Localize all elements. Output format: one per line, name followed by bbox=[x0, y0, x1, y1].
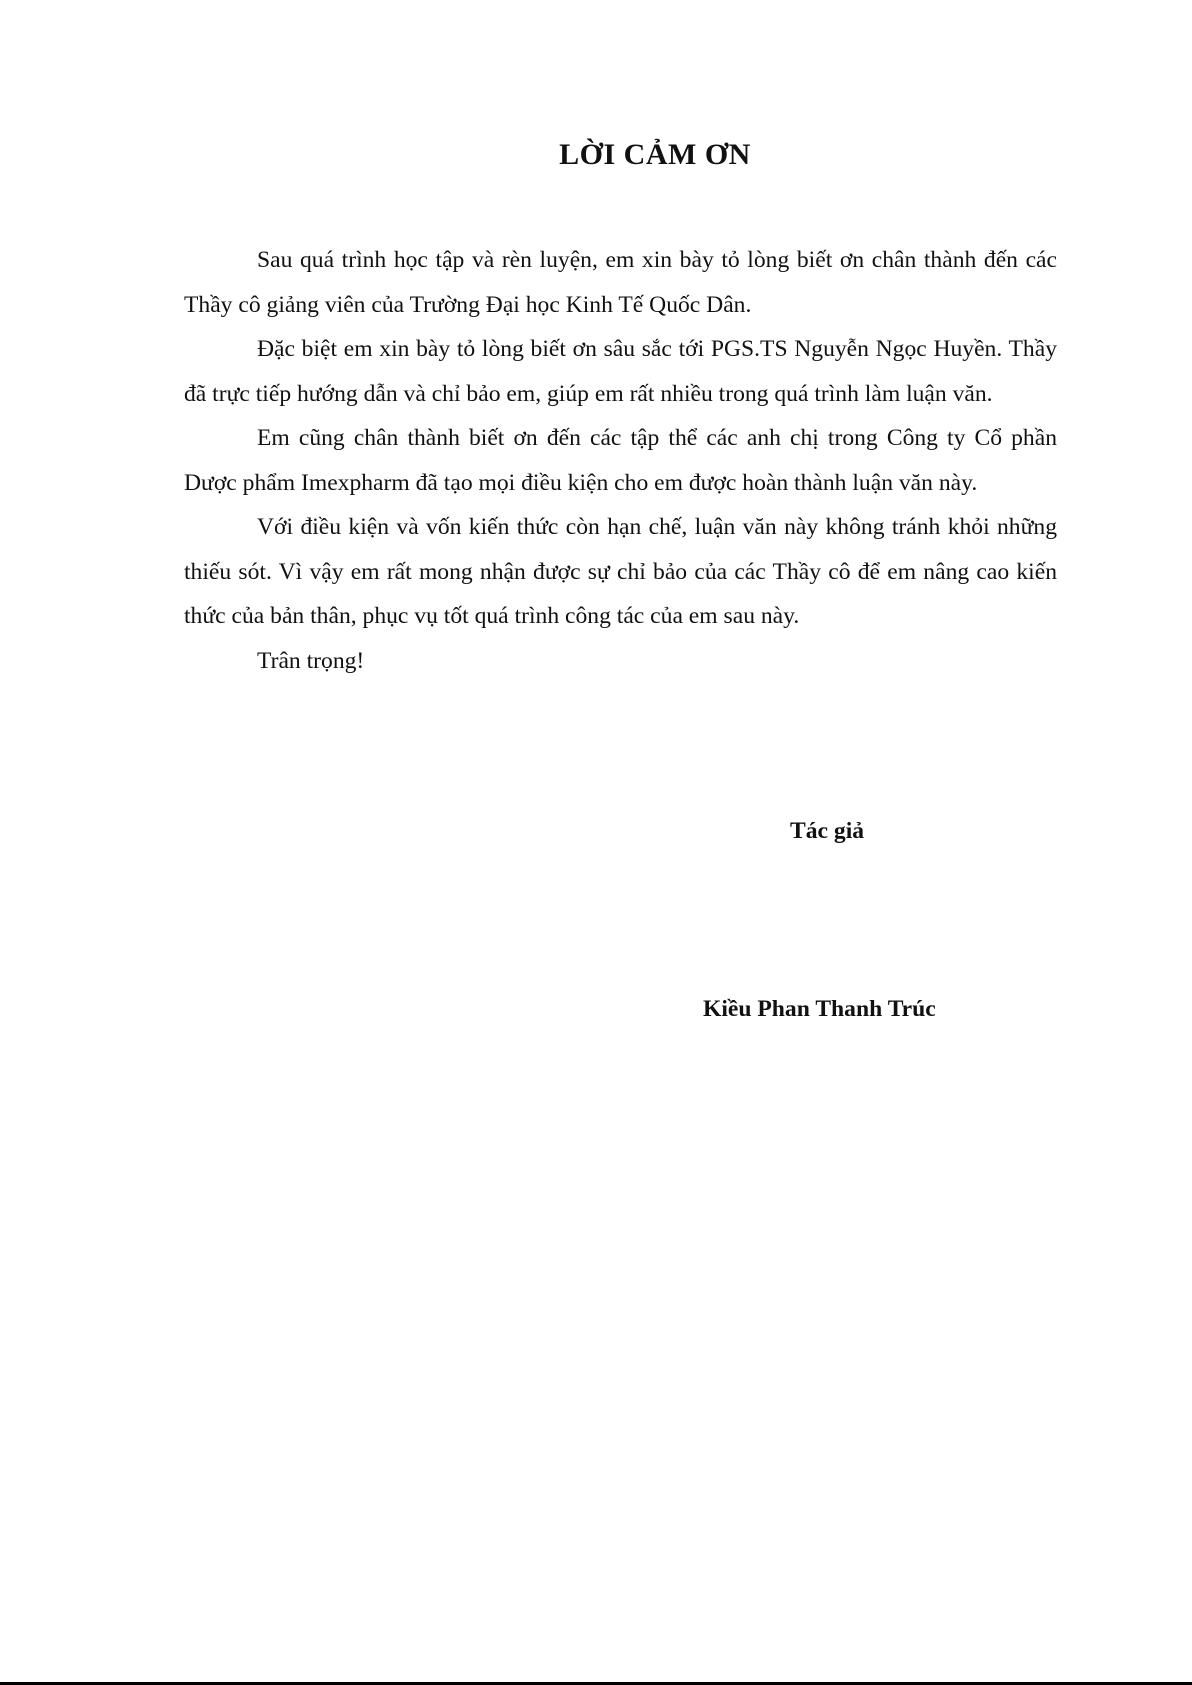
body-text bbox=[184, 238, 1057, 683]
paragraph-thanks-company: Em cũng chân thành biết ơn đến các tập thể các anh chị trong Công ty Cổ phần Dược phẩm Imexpharm đã tạo mọi điều kiện cho em được hoàn thành luận văn này. bbox=[184, 425, 1057, 496]
paragraph-thanks-university: Sau quá trình học tập và rèn luyện, em xin bày tỏ lòng biết ơn chân thành đến các Thầy cô giảng viên của Trường Đại học Kinh Tế Quốc Dân. bbox=[184, 247, 1057, 318]
page-title: LỜI CẢM ƠN bbox=[559, 138, 751, 171]
paragraph-thanks-advisor: Đặc biệt em xin bày tỏ lòng biết ơn sâu sắc tới PGS.TS Nguyễn Ngọc Huyền. Thầy đã trực tiếp hướng dẫn và chỉ bảo em, giúp em rất nhiều trong quá trình làm luận văn. bbox=[184, 336, 1057, 407]
signature-name: Kiều Phan Thanh Trúc bbox=[703, 996, 936, 1022]
paragraph-closing: Trân trọng! bbox=[257, 647, 365, 674]
paragraph-limitations: Với điều kiện và vốn kiến thức còn hạn chế, luận văn này không tránh khỏi những thiếu sót. Vì vậy em rất mong nhận được sự chỉ bảo của các Thầy cô để em nâng cao kiến thức của bản thân, phục vụ tốt quá trình công tác của em sau này. bbox=[184, 514, 1057, 629]
signature-role: Tác giả bbox=[790, 818, 865, 844]
